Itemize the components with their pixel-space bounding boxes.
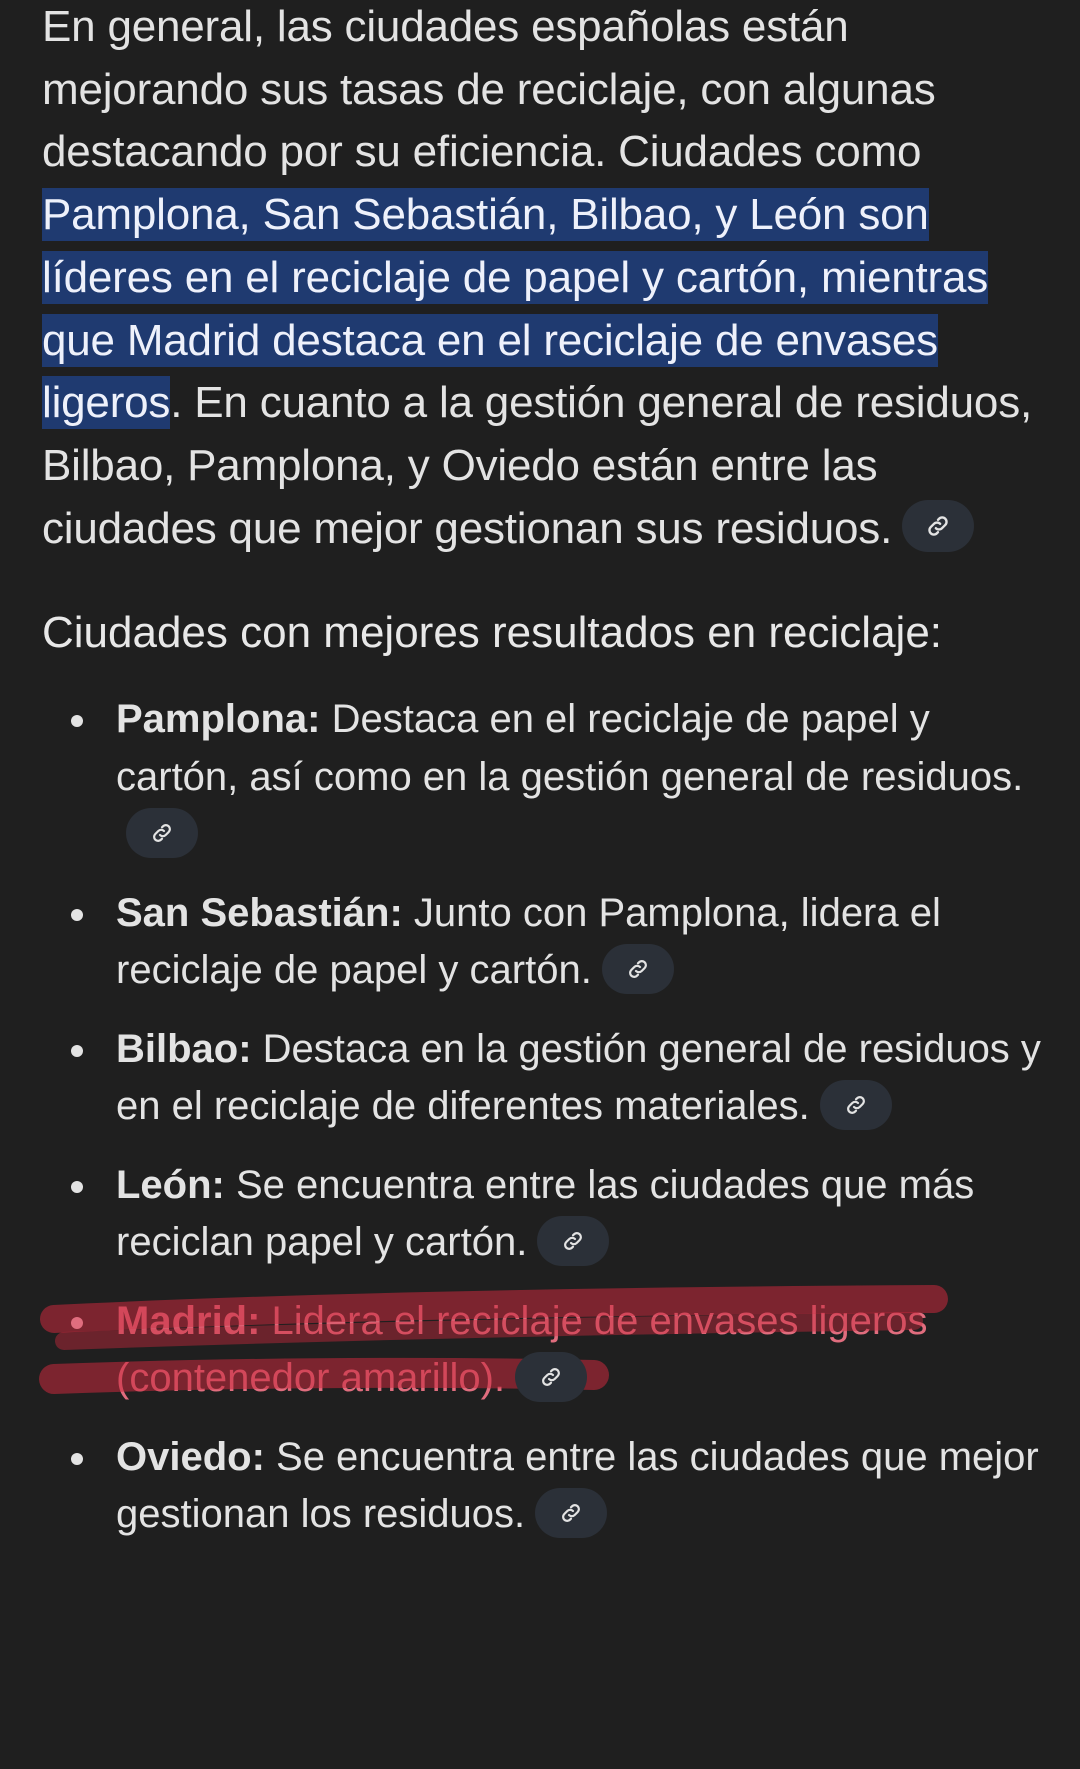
- list-item-oviedo: [42, 1429, 1042, 1544]
- list-item-madrid: [42, 1293, 1042, 1408]
- source-link-chip[interactable]: [126, 808, 198, 858]
- list-item-san-sebastian: [42, 885, 1042, 1000]
- link-icon: [561, 1229, 585, 1253]
- city-description: Se encuentra entre las ciudades que mejor gestionan los residuos.: [116, 1434, 1039, 1537]
- city-name: Oviedo:: [116, 1434, 265, 1479]
- list-item-pamplona: [42, 691, 1042, 864]
- city-description: Se encuentra entre las ciudades que más reciclan papel y cartón.: [116, 1162, 975, 1265]
- city-name: Madrid:: [116, 1298, 261, 1343]
- city-name: Pamplona:: [116, 697, 321, 742]
- city-name: Bilbao:: [116, 1026, 252, 1071]
- city-name: León:: [116, 1162, 225, 1207]
- city-description: Destaca en la gestión general de residuos y en el reciclaje de diferentes materiales.: [116, 1026, 1041, 1129]
- city-name: San Sebastián:: [116, 890, 403, 935]
- section-heading: Ciudades con mejores resultados en reciclaje:: [42, 608, 943, 658]
- list-item-bilbao: [42, 1021, 1042, 1136]
- source-link-chip[interactable]: [902, 500, 974, 552]
- link-icon: [626, 957, 650, 981]
- bullet: [71, 715, 83, 727]
- source-link-chip[interactable]: [602, 944, 674, 994]
- response-content: [42, 0, 1042, 1565]
- link-icon: [559, 1501, 583, 1525]
- intro-text-after: . En cuanto a la gestión general de residuos, Bilbao, Pamplona, y Oviedo están entre las ciudades que mejor gestionan sus residuos.: [42, 378, 1033, 553]
- source-link-chip[interactable]: [515, 1352, 587, 1402]
- intro-text-before: En general, las ciudades españolas están mejorando sus tasas de reciclaje, con algunas destacando por su eficiencia. Ciudades como: [42, 2, 936, 177]
- bullet: [71, 1453, 83, 1465]
- intro-paragraph: [42, 0, 1042, 560]
- link-icon: [844, 1093, 868, 1117]
- list-item-leon: [42, 1157, 1042, 1272]
- link-icon: [925, 513, 951, 539]
- city-description: Junto con Pamplona, lidera el reciclaje de papel y cartón.: [116, 890, 941, 993]
- source-link-chip[interactable]: [820, 1080, 892, 1130]
- source-link-chip[interactable]: [537, 1216, 609, 1266]
- city-description: Destaca en el reciclaje de papel y cartón, así como en la gestión general de residuos.: [116, 697, 1024, 799]
- cities-list: [42, 691, 1042, 1544]
- bullet: [71, 1317, 83, 1329]
- bullet: [71, 1045, 83, 1057]
- city-description: Lidera el reciclaje de envases ligeros (contenedor amarillo).: [116, 1298, 928, 1401]
- link-icon: [150, 821, 174, 845]
- source-link-chip[interactable]: [535, 1488, 607, 1538]
- link-icon: [539, 1365, 563, 1389]
- intro-highlighted-text[interactable]: Pamplona, San Sebastián, Bilbao, y León son líderes en el reciclaje de papel y cartón, mientras que Madrid destaca en el reciclaje de envases ligeros: [42, 190, 989, 428]
- bullet: [71, 1181, 83, 1193]
- bullet: [71, 909, 83, 921]
